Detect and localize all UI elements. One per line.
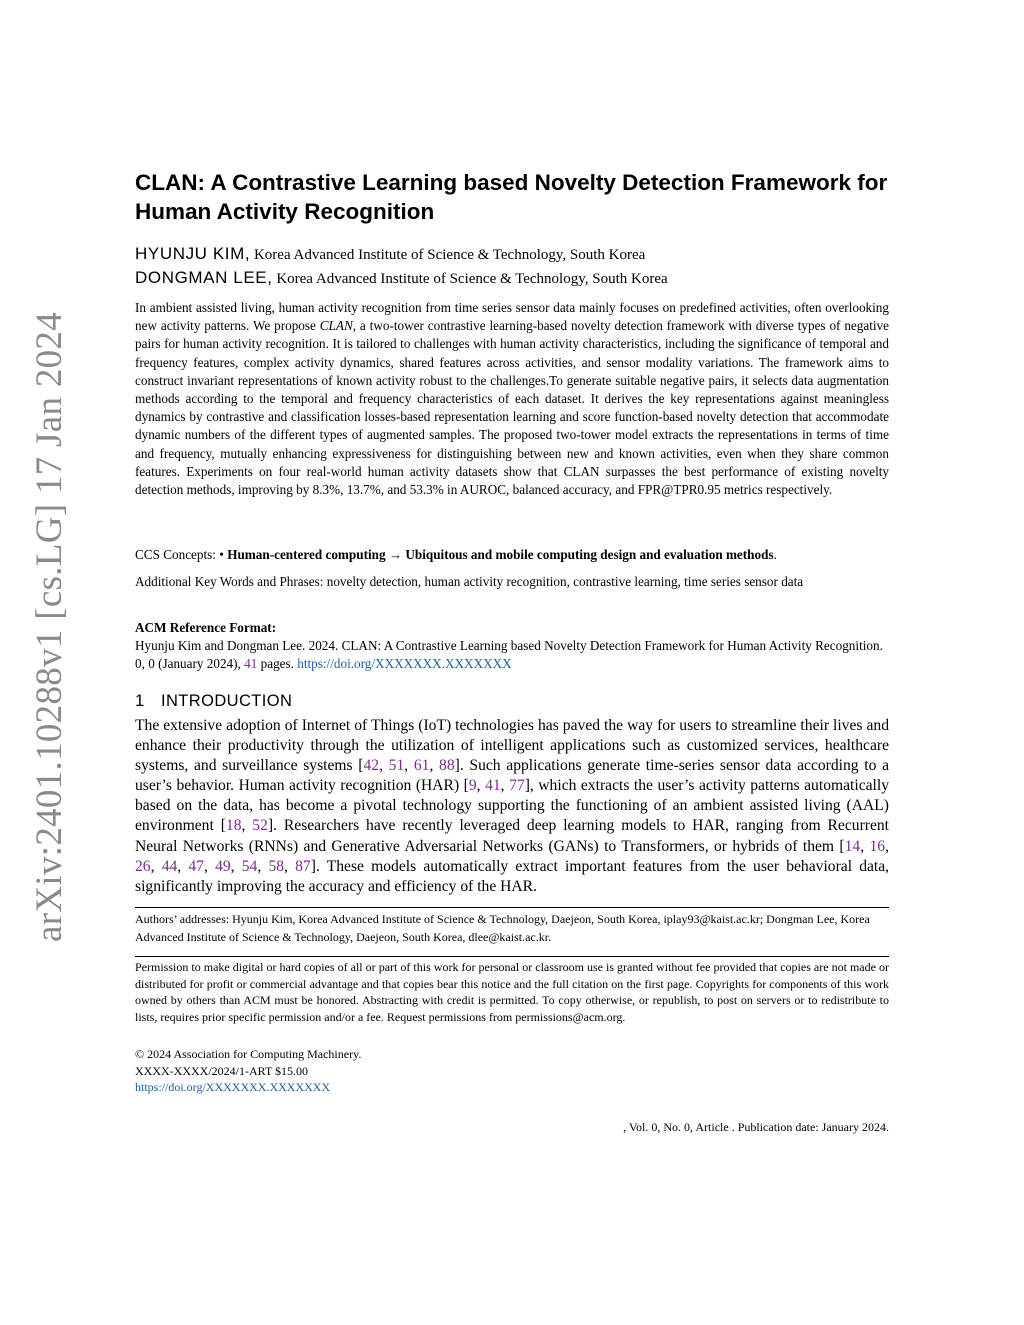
citation-link[interactable]: 9 bbox=[468, 777, 477, 795]
citation-link[interactable]: 49 bbox=[215, 857, 231, 875]
publication-footer: , Vol. 0, No. 0, Article . Publication date: January 2024. bbox=[623, 1120, 889, 1134]
author-line bbox=[135, 268, 668, 288]
intro-text: ]. These models automatically extract important features from the user behavioral data, significantly improving the accuracy and efficiency of the HAR. bbox=[135, 857, 890, 895]
citation-separator: , bbox=[203, 857, 216, 875]
citation-separator: , bbox=[500, 777, 510, 795]
citation-group bbox=[226, 817, 268, 834]
citation-separator: , bbox=[404, 757, 414, 775]
citation-link[interactable]: 14 bbox=[844, 837, 861, 855]
citation-link[interactable]: 47 bbox=[188, 857, 204, 875]
citation-link[interactable]: 42 bbox=[363, 757, 380, 775]
citation-separator: , bbox=[150, 857, 162, 875]
author-affiliation: Korea Advanced Institute of Science & Technology, South Korea bbox=[272, 271, 668, 287]
citation-separator: , bbox=[429, 757, 440, 775]
citation-group bbox=[469, 777, 525, 794]
keywords: Additional Key Words and Phrases: novelty detection, human activity recognition, contrastive learning, time series sensor data bbox=[135, 574, 804, 589]
ccs-end: . bbox=[773, 547, 777, 562]
citation-separator: , bbox=[885, 837, 889, 855]
reference-text bbox=[135, 637, 889, 673]
author-affiliation: Korea Advanced Institute of Science & Technology, South Korea bbox=[250, 247, 646, 263]
author-name: HYUNJU KIM, bbox=[135, 244, 251, 263]
citation-separator: , bbox=[230, 857, 242, 875]
author-line bbox=[135, 244, 645, 264]
citation-link[interactable]: 88 bbox=[439, 757, 455, 775]
paper-title: CLAN: A Contrastive Learning based Novelty Detection Framework for Human Activity Recognition bbox=[135, 170, 888, 224]
footer-doi-link[interactable]: https://doi.org/XXXXXXX.XXXXXXX bbox=[135, 1080, 331, 1095]
reference-pages-link[interactable]: 41 bbox=[244, 656, 258, 671]
citation-separator: , bbox=[476, 777, 486, 795]
citation-separator: , bbox=[379, 757, 389, 775]
ccs-label: CCS Concepts: • bbox=[135, 547, 228, 562]
citation-separator: , bbox=[177, 857, 189, 875]
citation-link[interactable]: 18 bbox=[225, 817, 242, 835]
citation-link[interactable]: 61 bbox=[413, 757, 430, 775]
abstract-text: In ambient assisted living, human activity recognition from time series sensor data mainly focuses on predefined activities, often overlooking new activity patterns. We propose bbox=[135, 300, 889, 334]
section-title: INTRODUCTION bbox=[161, 692, 293, 710]
reference-doi-link[interactable]: https://doi.org/XXXXXXX.XXXXXXX bbox=[297, 656, 512, 671]
abstract bbox=[135, 299, 889, 499]
permission-divider bbox=[135, 956, 889, 957]
intro-text: The extensive adoption of Internet of Things (IoT) technologies has paved the way for users to streamline their lives and enhance their productivity through the utilization of intelligent applications such as customized services, healthcare systems, and surveillance systems [ bbox=[135, 717, 889, 775]
footnote-divider bbox=[135, 907, 889, 908]
citation-link[interactable]: 26 bbox=[135, 857, 151, 875]
acm-reference-format bbox=[135, 619, 889, 673]
citation-link[interactable]: 54 bbox=[241, 857, 258, 875]
citation-link[interactable]: 58 bbox=[268, 857, 285, 875]
citation-separator: , bbox=[257, 857, 269, 875]
arxiv-identifier-stamp: arXiv:2401.10288v1 [cs.LG] 17 Jan 2024 bbox=[29, 311, 70, 942]
ccs-concepts bbox=[135, 546, 889, 564]
reference-pages-suffix: pages. bbox=[257, 656, 298, 671]
copyright-line: © 2024 Association for Computing Machinery. bbox=[135, 1047, 362, 1061]
citation-link[interactable]: 41 bbox=[485, 777, 501, 795]
copyright-block bbox=[135, 1046, 361, 1096]
citation-separator: , bbox=[284, 857, 296, 875]
introduction-paragraph bbox=[135, 716, 889, 897]
citation-link[interactable]: 87 bbox=[295, 857, 311, 875]
reference-body: Hyunju Kim and Dongman Lee. 2024. CLAN: A Contrastive Learning based Novelty Detection Framework for Human Activity Recognition. 0, 0 (January 2024), bbox=[135, 638, 883, 671]
citation-link[interactable]: 51 bbox=[388, 757, 405, 775]
reference-header: ACM Reference Format: bbox=[135, 620, 277, 635]
section-heading bbox=[135, 692, 292, 711]
citation-link[interactable]: 77 bbox=[509, 777, 525, 795]
abstract-text: , a two-tower contrastive learning-based novelty detection framework with diverse types of negative pairs for human activity recognition. It is tailored to challenges with human activity characteristics, including the significance of temporal and frequency features, complex activity dynamics, shared features across activities, and sensor modality variations. The framework aims to construct invariant representations of known activity robust to the challenges.To generate suitable negative pairs, it selects data augmentation methods according to the temporal and frequency characteristics of each dataset. It derives the key representations against meaningless dynamics by contrastive and classification losses-based representation learning and score function-based novelty detection that accommodate dynamic numbers of the different types of augmented samples. The proposed two-tower model extracts the representations in terms of time and frequency, mutually enhancing expressiveness for distinguishing between new and known activities, even when they share common features. Experiments on four real-world human activity datasets show that CLAN surpasses the best performance of existing novelty detection methods, improving by 8.3%, 13.7%, and 53.3% in AUROC, balanced accuracy, and FPR@TPR0.95 metrics respectively. bbox=[135, 318, 889, 498]
authors-addresses: Authors’ addresses: Hyunju Kim, Korea Advanced Institute of Science & Technology, Daejeon, South Korea, iplay93@kaist.ac.kr; Dongman Lee, Korea Advanced Institute of Science & Technology, Daejeon, South Korea, dlee@kaist.ac.kr. bbox=[135, 912, 870, 944]
issn-line: XXXX-XXXX/2024/1-ART $15.00 bbox=[135, 1063, 309, 1078]
section-number: 1 bbox=[135, 692, 145, 710]
permission-notice: Permission to make digital or hard copies of all or part of this work for personal or classroom use is granted without fee provided that copies are not made or distributed for profit or commercial advantage and that copies bear this notice and the full citation on the first page. Copyrights for components of this work owned by others than ACM must be honored. Abstracting with credit is permitted. To copy otherwise, or republish, to post on servers or to redistribute to lists, requires prior specific permission and/or a fee. Request permissions from permissions@acm.org. bbox=[135, 960, 889, 1025]
intro-text: ]. Such applications generate time-series sensor data according to a user’s behavior. Human activity recognition (HAR) [ bbox=[135, 757, 890, 795]
intro-text: ]. Researchers have recently leveraged deep learning models to HAR, ranging from Recurrent Neural Networks (RNNs) and Generative Adversarial Networks (GANs) to Transformers, or hybrids of them [ bbox=[135, 817, 890, 855]
citation-link[interactable]: 52 bbox=[252, 817, 268, 835]
citation-link[interactable]: 16 bbox=[869, 837, 886, 855]
ccs-concept: Human-centered computing → Ubiquitous and mobile computing design and evaluation methods bbox=[227, 547, 774, 562]
author-name: DONGMAN LEE, bbox=[135, 268, 273, 287]
abstract-method-name: CLAN bbox=[319, 318, 353, 334]
citation-link[interactable]: 44 bbox=[161, 857, 178, 875]
citation-separator: , bbox=[860, 837, 870, 855]
intro-text: ], which extracts the user’s activity patterns automatically based on the data, has become a pivotal technology supporting the functioning of an ambient assisted living (AAL) environment [ bbox=[135, 777, 890, 835]
citation-group bbox=[363, 757, 454, 774]
citation-separator: , bbox=[241, 817, 253, 835]
